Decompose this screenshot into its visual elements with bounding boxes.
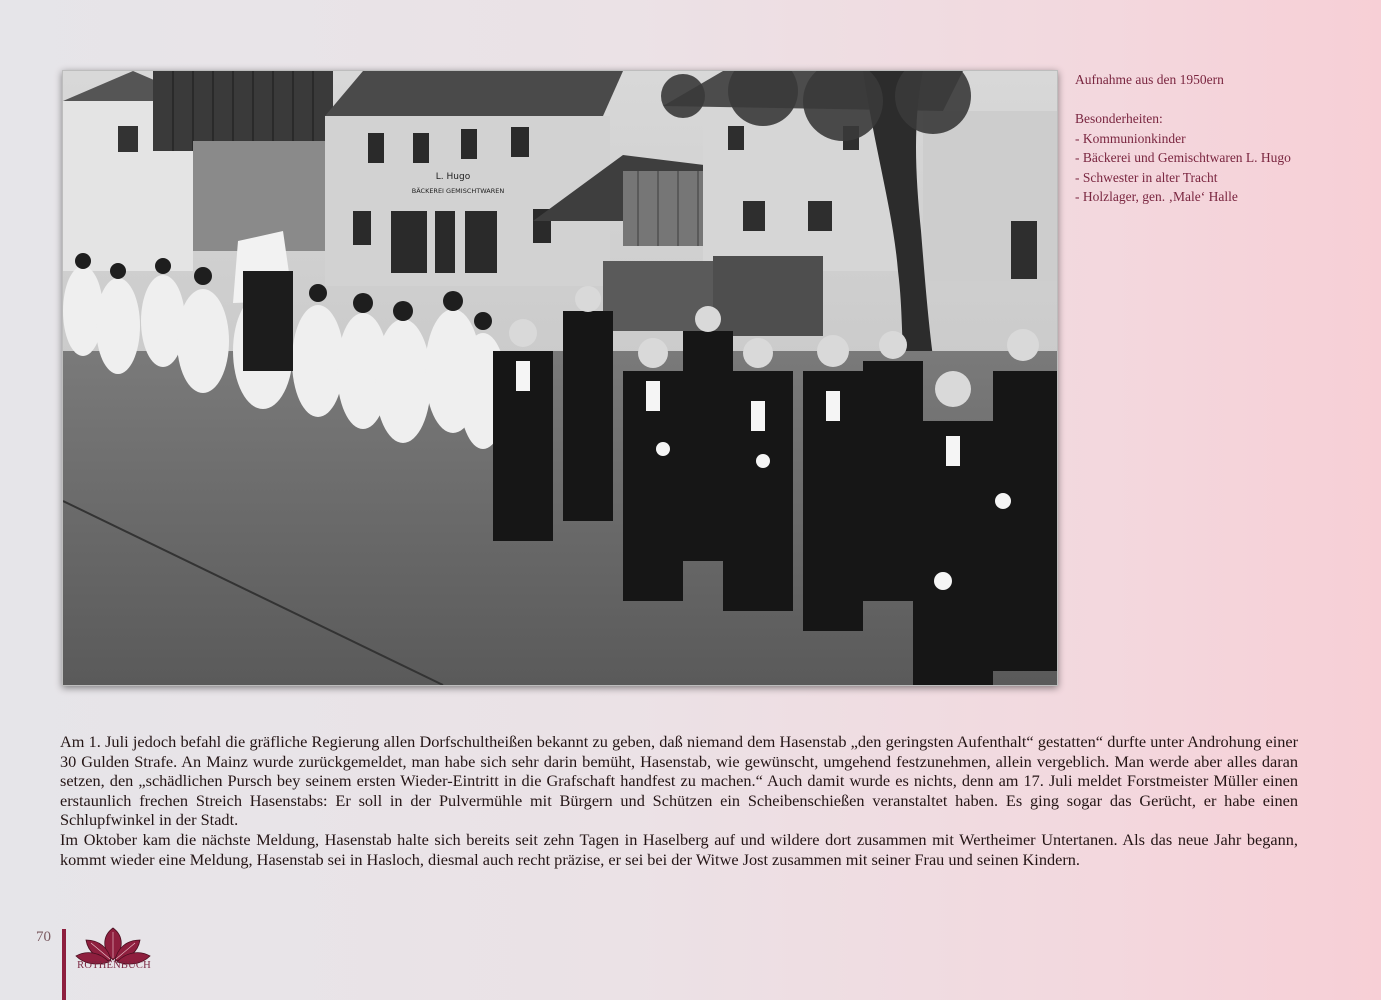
paragraph-2: Im Oktober kam die nächste Meldung, Hasenstab halte sich bereits seit zehn Tagen in Haselberg auf und wildere dort zusammen mit Wertheimer Untertanen. Als das neue Jahr begann, kommt wieder eine Meldung, Hasenstab sei in Hasloch, diesmal auch recht präzise, er sei bei der Witwe Jost zusammen mit seiner Frau und seinen Kindern. (60, 829, 1298, 869)
photo-caption (1075, 70, 1365, 207)
paragraph-1: Am 1. Juli jedoch befahl die gräfliche Regierung allen Dorfschultheißen bekannt zu geben, daß niemand dem Hasenstab „den geringsten Aufenthalt“ gestatten“ durfte unter Androhung einer 30 Gulden Strafe. An Mainz wurde zurückgemeldet, man habe sich sehr darin bemüht, Hasenstab, wie gewünscht, umgehend festzunehmen, allein vergeblich. Man werde aber alles daran setzen, den „schädlichen Pursch bey seinem ersten Wieder-Eintritt in die Grafschaft handfest zu machen.“ Auch damit wurde es nichts, denn am 17. Juli meldet Forstmeister Müller einen erstaunlich frechen Streich Hasenstabs: Er soll in der Pulvermühle mit Bürgern und Schützen ein Scheibenschießen veranstaltet haben. Es ging sogar das Gerücht, er habe einen Schlupfwinkel in der Stadt. (60, 732, 1298, 830)
shop-sign-name: L. Hugo (435, 172, 471, 182)
caption-item: - Bäckerei und Gemischtwaren L. Hugo (1075, 150, 1291, 165)
logo-text: ROTHENBUCH (77, 960, 151, 971)
body-text (60, 732, 1298, 869)
shop-sign-trade: BÄCKEREI GEMISCHTWAREN (411, 187, 505, 195)
caption-heading: Besonderheiten: (1075, 111, 1163, 126)
page-accent-bar (62, 929, 66, 1000)
caption-item: - Schwester in alter Tracht (1075, 169, 1218, 185)
caption-spacer (1075, 90, 1365, 110)
page-number: 70 (36, 929, 51, 945)
caption-item: - Holzlager, gen. ‚Male‘ Halle (1075, 189, 1238, 204)
caption-title: Aufnahme aus den 1950ern (1075, 72, 1224, 87)
caption-item: - Kommunionkinder (1075, 130, 1186, 146)
photograph (62, 70, 1058, 686)
photo-scene (63, 71, 1057, 685)
